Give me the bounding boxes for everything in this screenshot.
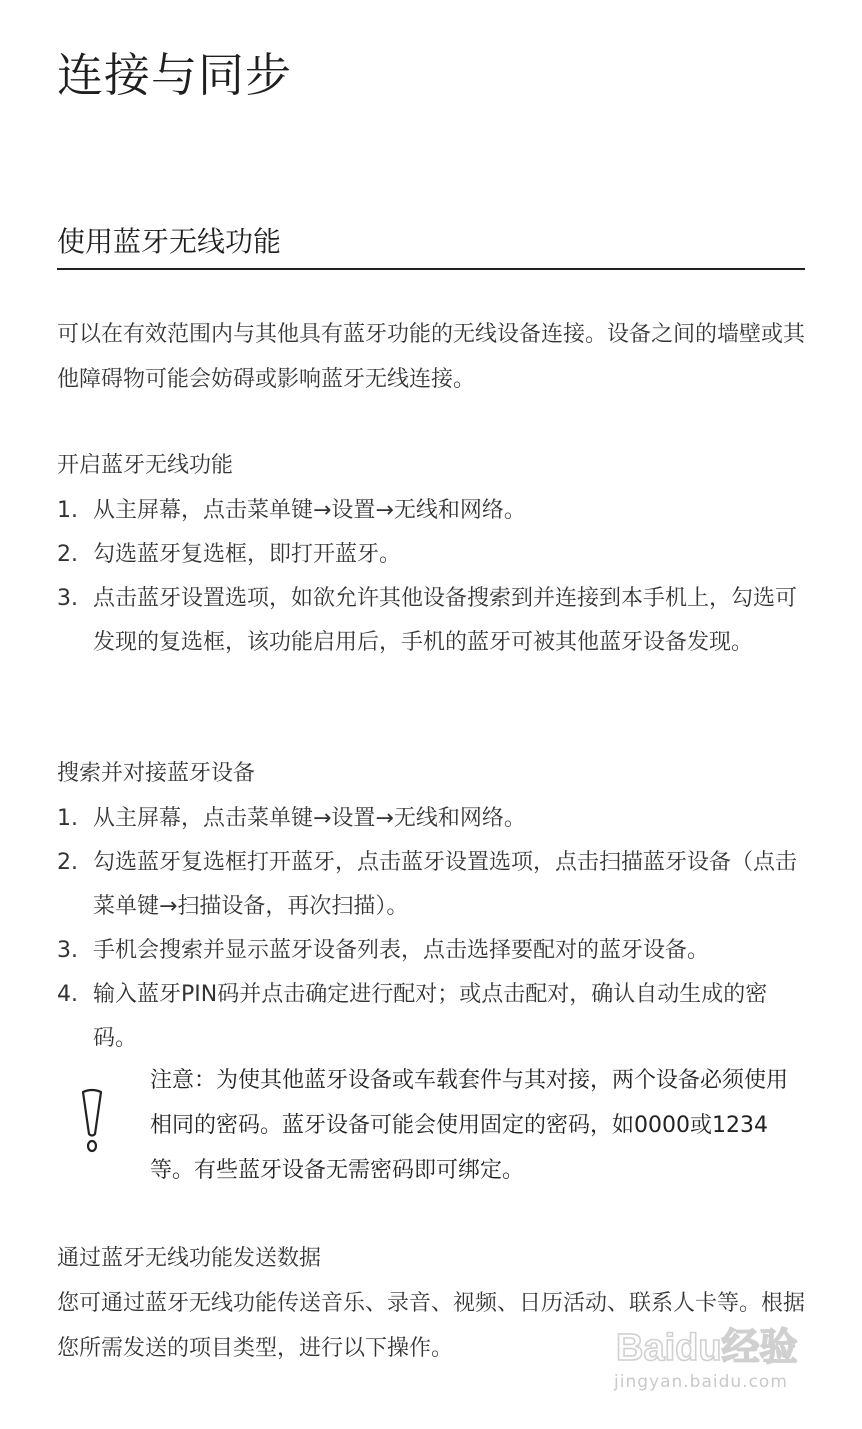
exclamation-icon	[78, 1088, 106, 1154]
pair-steps	[57, 797, 805, 1061]
section-title: 使用蓝牙无线功能	[57, 222, 805, 270]
step-number: 1.	[57, 498, 78, 523]
step-text: 手机会搜索并显示蓝牙设备列表，点击选择要配对的蓝牙设备。	[93, 938, 710, 963]
step-text: 输入蓝牙PIN码并点击确定进行配对；或点击配对，确认自动生成的密码。	[93, 982, 768, 1051]
send-paragraph: 您可通过蓝牙无线功能传送音乐、录音、视频、日历活动、联系人卡等。根据您所需发送的项目类型，进行以下操作。	[57, 1291, 806, 1361]
step-text: 勾选蓝牙复选框打开蓝牙，点击蓝牙设置选项，点击扫描蓝牙设备（点击菜单键→扫描设备，再次扫描）。	[93, 850, 798, 919]
list-item	[57, 533, 805, 577]
page-title: 连接与同步	[57, 48, 292, 102]
list-item	[57, 929, 805, 973]
baidu-watermark-logo	[616, 1320, 806, 1370]
enable-steps	[57, 489, 805, 665]
intro-paragraph: 可以在有效范围内与其他具有蓝牙功能的无线设备连接。设备之间的墙壁或其他障碍物可能会妨碍或影响蓝牙无线连接。	[57, 322, 806, 392]
step-text: 点击蓝牙设置选项，如欲允许其他设备搜索到并连接到本手机上，勾选可发现的复选框，该功能启用后，手机的蓝牙可被其他蓝牙设备发现。	[93, 586, 798, 655]
step-number: 4.	[57, 982, 78, 1007]
send-heading: 通过蓝牙无线功能发送数据	[57, 1246, 322, 1271]
list-item	[57, 973, 805, 1061]
step-text: 勾选蓝牙复选框，即打开蓝牙。	[93, 542, 402, 567]
step-number: 1.	[57, 806, 78, 831]
pair-heading: 搜索并对接蓝牙设备	[57, 761, 256, 786]
list-item	[57, 577, 805, 665]
watermark-url: jingyan.baidu.com	[614, 1372, 788, 1392]
step-number: 3.	[57, 586, 78, 611]
list-item	[57, 797, 805, 841]
step-text: 从主屏幕，点击菜单键→设置→无线和网络。	[93, 806, 526, 831]
step-number: 3.	[57, 938, 78, 963]
list-item	[57, 489, 805, 533]
note-text: 注意：为使其他蓝牙设备或车载套件与其对接，两个设备必须使用相同的密码。蓝牙设备可能会使用固定的密码，如0000或1234等。有些蓝牙设备无需密码即可绑定。	[150, 1068, 789, 1183]
list-item	[57, 841, 805, 929]
watermark-logo-text: Baidu经验	[616, 1327, 798, 1369]
step-number: 2.	[57, 542, 78, 567]
enable-heading: 开启蓝牙无线功能	[57, 453, 234, 478]
step-text: 从主屏幕，点击菜单键→设置→无线和网络。	[93, 498, 526, 523]
step-number: 2.	[57, 850, 78, 875]
